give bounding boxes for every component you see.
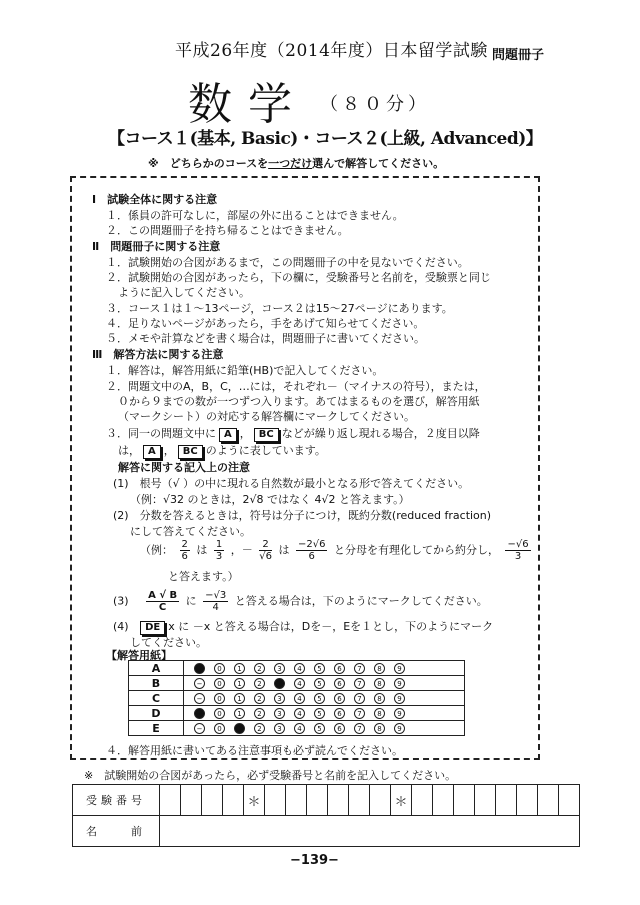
section-3-heading: Ⅲ 解答方法に関する注意	[92, 348, 224, 361]
answer-row	[129, 706, 465, 721]
answer-bubble[interactable]: 9	[394, 663, 405, 674]
text: などが繰り返し現れる場合，２度目以降	[281, 427, 480, 440]
select-note	[148, 155, 444, 171]
select-note-post: 選んで解答してください。	[312, 157, 445, 170]
answer-bubble[interactable]: 6	[334, 723, 345, 734]
instruction-item: ０から９までの数が一つずつ入ります。あてはまるものを選び，解答用紙	[118, 395, 480, 408]
answer-box: A	[219, 428, 237, 442]
answer-bubble[interactable]: 3	[274, 663, 285, 674]
instruction-item: ４．解答用紙に書いてある注意事項も必ず読んでください。	[106, 744, 403, 757]
answer-bubble[interactable]: 1	[234, 723, 245, 734]
answer-bubbles	[184, 721, 465, 736]
answer-bubbles	[184, 676, 465, 691]
answer-row	[129, 721, 465, 736]
answer-row-label: C	[129, 691, 184, 706]
instruction-item-3-cont	[118, 442, 326, 459]
exam-title: 平成26年度（2014年度）日本留学試験	[175, 41, 488, 61]
exam-number-cell[interactable]	[349, 785, 370, 816]
fraction-boxes	[146, 590, 179, 613]
instruction-item: （マークシート）の対応する解答欄にマークしてください。	[118, 410, 415, 423]
fraction	[214, 539, 224, 562]
answer-box: BC	[178, 445, 203, 459]
exam-number-cell[interactable]	[328, 785, 349, 816]
answer-bubbles	[184, 691, 465, 706]
exam-number-cell[interactable]	[475, 785, 496, 816]
answer-bubble[interactable]: 9	[394, 678, 405, 689]
answer-bubble[interactable]: 0	[214, 723, 225, 734]
exam-number-cell[interactable]	[160, 785, 181, 816]
answer-row-label: A	[129, 661, 184, 676]
answer-bubble[interactable]: 0	[214, 693, 225, 704]
answer-bubble[interactable]: 6	[334, 693, 345, 704]
rule-2-cont: にして答えてください。	[130, 525, 251, 538]
answer-bubble[interactable]: 9	[394, 723, 405, 734]
rule-2: (2) 分数を答えるときは，符号は分子につけ，既約分数(reduced fraction)	[113, 509, 492, 522]
denominator: 3	[215, 551, 223, 562]
text: (3)	[113, 594, 129, 608]
answer-row	[129, 676, 465, 691]
exam-number-cell[interactable]	[538, 785, 559, 816]
page-number: −139−	[290, 853, 339, 868]
denominator: 6	[181, 551, 188, 562]
answer-bubble[interactable]: 5	[314, 708, 325, 719]
answer-bubbles	[184, 706, 465, 721]
denominator: 6	[308, 551, 315, 562]
answer-bubble[interactable]: 3	[274, 708, 285, 719]
denominator: √6	[259, 551, 272, 562]
rules-heading: 解答に関する記入上の注意	[118, 461, 250, 474]
rule-3	[113, 590, 488, 613]
course-line: 【コース１(基本, Basic)・コース２(上級, Advanced)】	[108, 129, 543, 149]
text: と答える場合は，下のようにマークしてください。	[234, 594, 488, 608]
text: ，－	[230, 543, 253, 557]
answer-bubble[interactable]: 7	[354, 678, 365, 689]
answer-box: BC	[254, 428, 279, 442]
exam-number-star: ＊	[391, 785, 412, 816]
section-1-heading: Ⅰ 試験全体に関する注意	[92, 193, 218, 206]
answer-bubble[interactable]: −	[194, 693, 205, 704]
answer-bubble[interactable]: 7	[354, 663, 365, 674]
exam-number-cell[interactable]	[412, 785, 433, 816]
answer-bubble[interactable]: 8	[374, 708, 385, 719]
instruction-item-3	[106, 425, 480, 442]
section-2-heading: Ⅱ 問題冊子に関する注意	[92, 240, 221, 253]
answer-bubble[interactable]: 0	[214, 663, 225, 674]
answer-row-label: E	[129, 721, 184, 736]
answer-row	[129, 661, 465, 676]
answer-row-label: B	[129, 676, 184, 691]
answer-bubble[interactable]: 2	[254, 708, 265, 719]
answer-sheet-grid	[128, 660, 465, 736]
exam-number-cell[interactable]	[181, 785, 202, 816]
answer-bubble[interactable]: 8	[374, 663, 385, 674]
answer-bubble[interactable]: 4	[294, 663, 305, 674]
footer-note: ※ 試験開始の合図があったら，必ず受験番号と名前を記入してください。	[84, 769, 457, 782]
answer-bubble[interactable]: 2	[254, 678, 265, 689]
select-note-emphasis: 一つだけ	[268, 157, 313, 170]
answer-bubble[interactable]: 8	[374, 693, 385, 704]
instruction-item: １．解答は，解答用紙に鉛筆(HB)で記入してください。	[106, 364, 384, 377]
name-label: 名 前	[73, 816, 160, 847]
examinee-id-table	[72, 784, 580, 847]
instruction-item: ２．この問題冊子を持ち帰ることはできません。	[106, 224, 349, 237]
numerator: A √ B	[148, 590, 178, 601]
exam-number-cell[interactable]	[307, 785, 328, 816]
exam-number-star: ＊	[244, 785, 265, 816]
fraction	[203, 590, 228, 613]
numerator: −√3	[205, 590, 227, 601]
exam-number-cell[interactable]	[370, 785, 391, 816]
instruction-item: ４．足りないページがあったら，手をあげて知らせてください。	[106, 317, 425, 330]
exam-number-label: 受験番号	[73, 785, 160, 816]
answer-bubble[interactable]: 5	[314, 663, 325, 674]
instruction-item: ように記入してください。	[118, 286, 250, 299]
answer-bubble[interactable]: 7	[354, 708, 365, 719]
answer-bubble[interactable]: 4	[294, 678, 305, 689]
answer-bubble[interactable]: 8	[374, 678, 385, 689]
instruction-item: ５．メモや計算などを書く場合は，問題冊子に書いてください。	[106, 332, 425, 345]
rule-1: (1) 根号（√ ）の中に現れる自然数が最小となる形で答えてください。	[113, 477, 470, 490]
answer-bubble[interactable]: 2	[254, 663, 265, 674]
numerator: −√6	[507, 539, 529, 550]
fraction	[296, 539, 327, 562]
name-field[interactable]	[160, 816, 580, 847]
booklet-label: 問題冊子	[492, 48, 545, 63]
answer-bubble[interactable]: 6	[334, 708, 345, 719]
answer-bubble[interactable]: −	[194, 663, 205, 674]
numerator: 2	[259, 539, 272, 551]
answer-bubble[interactable]: −	[194, 678, 205, 689]
answer-bubble[interactable]: 3	[274, 693, 285, 704]
answer-bubble[interactable]: 1	[234, 693, 245, 704]
exam-number-cell[interactable]	[286, 785, 307, 816]
answer-bubble[interactable]: 5	[314, 678, 325, 689]
answer-bubble[interactable]: 9	[394, 693, 405, 704]
answer-bubble[interactable]: 9	[394, 708, 405, 719]
subject-title: 数学	[188, 79, 308, 130]
exam-number-cell[interactable]	[454, 785, 475, 816]
answer-row-label: D	[129, 706, 184, 721]
answer-bubble[interactable]: 5	[314, 723, 325, 734]
rule-2-example-end: と答えます。）	[168, 570, 239, 583]
denominator: 4	[212, 602, 219, 613]
answer-bubble[interactable]: 7	[354, 723, 365, 734]
answer-bubble[interactable]: 4	[294, 723, 305, 734]
instruction-item: ２．試験開始の合図があったら，下の欄に，受験番号と名前を，受験票と同じ	[106, 271, 491, 284]
answer-bubble[interactable]: 4	[294, 693, 305, 704]
answer-row	[129, 691, 465, 706]
denominator: 3	[514, 551, 522, 562]
answer-bubble[interactable]: 0	[214, 708, 225, 719]
select-note-pre: ※ どちらかのコースを	[148, 157, 269, 170]
numerator: 2	[181, 539, 188, 550]
answer-bubble[interactable]: 2	[254, 723, 265, 734]
text: は	[278, 543, 290, 557]
denominator: C	[158, 602, 167, 613]
answer-bubble[interactable]: 3	[274, 723, 285, 734]
answer-bubble[interactable]: 0	[214, 678, 225, 689]
exam-number-cell[interactable]	[265, 785, 286, 816]
instruction-item: ２．問題文中のA，B，C，…には，それぞれ－（マイナスの符号），または，	[106, 380, 486, 393]
answer-box: DE	[140, 621, 165, 635]
text: (4)	[113, 620, 129, 633]
text: ３．同一の問題文中に	[106, 427, 216, 440]
rule-4	[113, 618, 493, 635]
rule-2-example	[140, 539, 534, 562]
rule-4-cont: してください。	[130, 636, 207, 649]
fraction	[259, 539, 272, 562]
exam-number-cell[interactable]	[433, 785, 454, 816]
fraction	[505, 539, 530, 562]
answer-box: A	[143, 445, 161, 459]
text: x に －x と答える場合は，Dを－，Eを１とし，下のようにマーク	[168, 620, 494, 633]
text: （例：	[140, 543, 173, 557]
duration-label: （８０分）	[320, 94, 430, 115]
numerator: −2√6	[297, 539, 326, 550]
exam-number-cell[interactable]	[202, 785, 223, 816]
text: と分母を有理化してから約分し，	[333, 543, 499, 557]
answer-bubble[interactable]: 5	[314, 693, 325, 704]
exam-number-cell[interactable]	[517, 785, 538, 816]
numerator: 1	[215, 539, 223, 550]
answer-bubble[interactable]: 7	[354, 693, 365, 704]
answer-bubble[interactable]: −	[194, 708, 205, 719]
answer-bubble[interactable]: 1	[234, 678, 245, 689]
rule-1-example: （例：√32 のときは，2√8 ではなく 4√2 と答えます。）	[130, 493, 410, 506]
text: のように表しています。	[205, 444, 326, 457]
exam-number-cell[interactable]	[496, 785, 517, 816]
text: ，	[239, 427, 251, 440]
fraction	[180, 539, 190, 562]
answer-bubble[interactable]: 1	[234, 663, 245, 674]
exam-number-cell[interactable]	[223, 785, 244, 816]
answer-bubble[interactable]: 4	[294, 708, 305, 719]
answer-bubble[interactable]: 6	[334, 678, 345, 689]
instruction-item: ３．コース１は１～13ページ，コース２は15～27ページにあります。	[106, 302, 453, 315]
answer-bubbles	[184, 661, 465, 676]
text: は，	[118, 444, 140, 457]
answer-bubble[interactable]: 8	[374, 723, 385, 734]
instruction-item: １．係員の許可なしに，部屋の外に出ることはできません。	[106, 209, 404, 222]
text: は	[196, 543, 208, 557]
instruction-item: １．試験開始の合図があるまで，この問題冊子の中を見ないでください。	[106, 256, 469, 269]
exam-number-cell[interactable]	[559, 785, 580, 816]
answer-bubble[interactable]: 2	[254, 693, 265, 704]
text: に	[185, 594, 197, 608]
answer-bubble[interactable]: 1	[234, 708, 245, 719]
answer-bubble[interactable]: 3	[274, 678, 285, 689]
answer-bubble[interactable]: −	[194, 723, 205, 734]
answer-bubble[interactable]: 6	[334, 663, 345, 674]
answer-sheet-heading: 【解答用紙】	[106, 649, 172, 662]
text: ，	[163, 444, 175, 457]
